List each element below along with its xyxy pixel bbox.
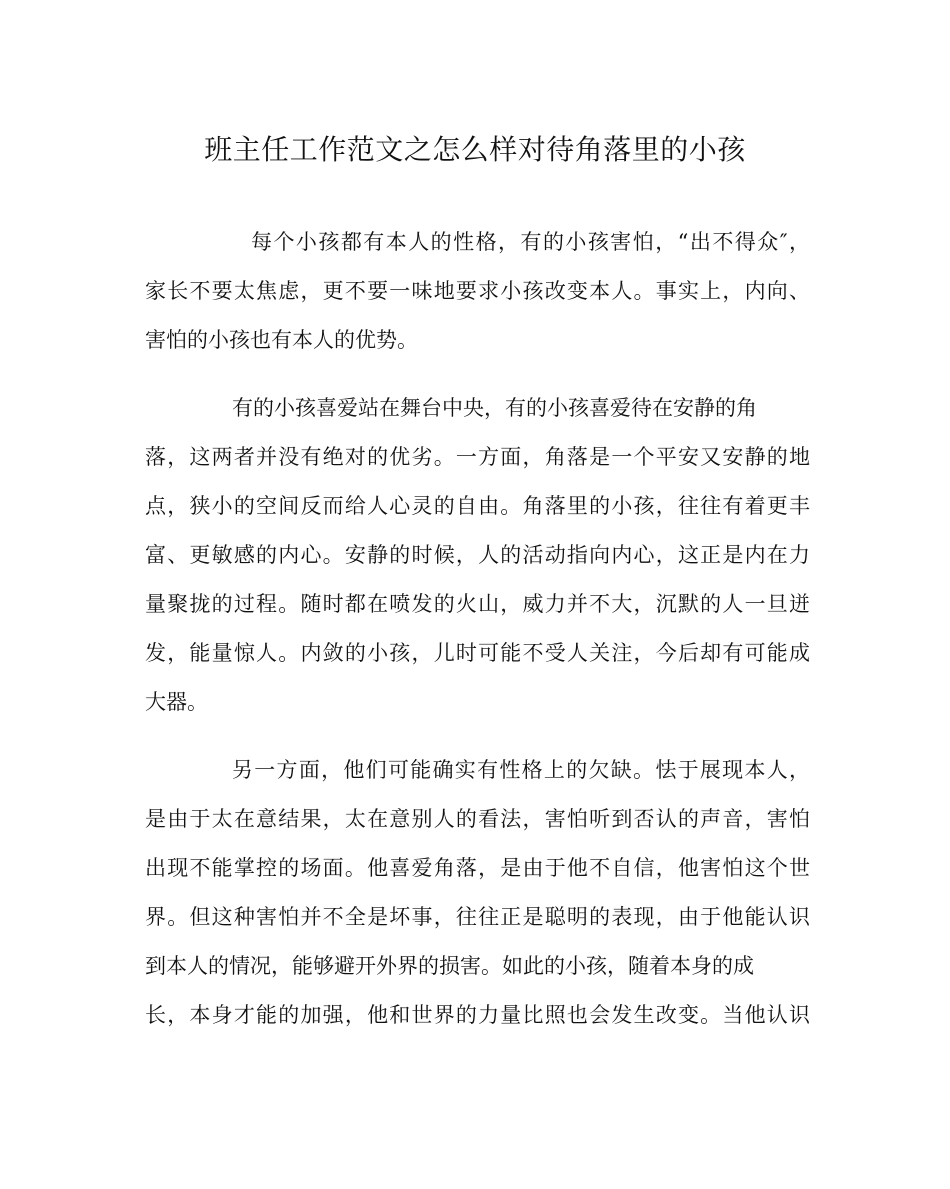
paragraph-line: 量聚拢的过程。随时都在喷发的火山，威力并不大，沉默的人一旦迸: [145, 592, 810, 616]
paragraph-line: 富、更敏感的内心。安静的时候，人的活动指向内心，这正是内在力: [145, 543, 810, 567]
paragraph-line: 是由于太在意结果，太在意别人的看法，害怕听到否认的声音，害怕: [145, 807, 810, 831]
paragraph-line: 害怕的小孩也有本人的优势。: [145, 328, 418, 352]
paragraph-line: 家长不要太焦虑，更不要一味地要求小孩改变本人。事实上，内向、: [145, 279, 810, 303]
paragraph-line: 发，能量惊人。内敛的小孩，儿时可能不受人关注，今后却有可能成: [145, 641, 810, 665]
paragraph: [145, 746, 810, 1040]
paragraph-line: 长，本身才能的加强，他和世界的力量比照也会发生改变。当他认识: [145, 1003, 810, 1027]
paragraph-line: 到本人的情况，能够避开外界的损害。如此的小孩，随着本身的成: [145, 954, 754, 978]
paragraph: [145, 218, 810, 365]
paragraph-line: 有的小孩喜爱站在舞台中央，有的小孩喜爱待在安静的角: [232, 396, 757, 420]
paragraph-line: 界。但这种害怕并不全是坏事，往往正是聪明的表现，由于他能认识: [145, 905, 810, 929]
paragraph-line: 出现不能掌控的场面。他喜爱角落，是由于他不自信，他害怕这个世: [145, 856, 810, 880]
page-title: 班主任工作范文之怎么样对待角落里的小孩: [204, 133, 746, 166]
paragraph-line: 大器。: [145, 690, 208, 714]
paragraph-line: 另一方面，他们可能确实有性格上的欠缺。怯于展现本人，: [232, 758, 810, 782]
paragraph-line: 落，这两者并没有绝对的优劣。一方面，角落是一个平安又安静的地: [145, 445, 810, 469]
paragraph-line: 点，狭小的空间反而给人心灵的自由。角落里的小孩，往往有着更丰: [145, 494, 810, 518]
paragraph: [145, 384, 810, 727]
paragraph-line: 每个小孩都有本人的性格，有的小孩害怕，“出不得众″，: [251, 230, 810, 254]
